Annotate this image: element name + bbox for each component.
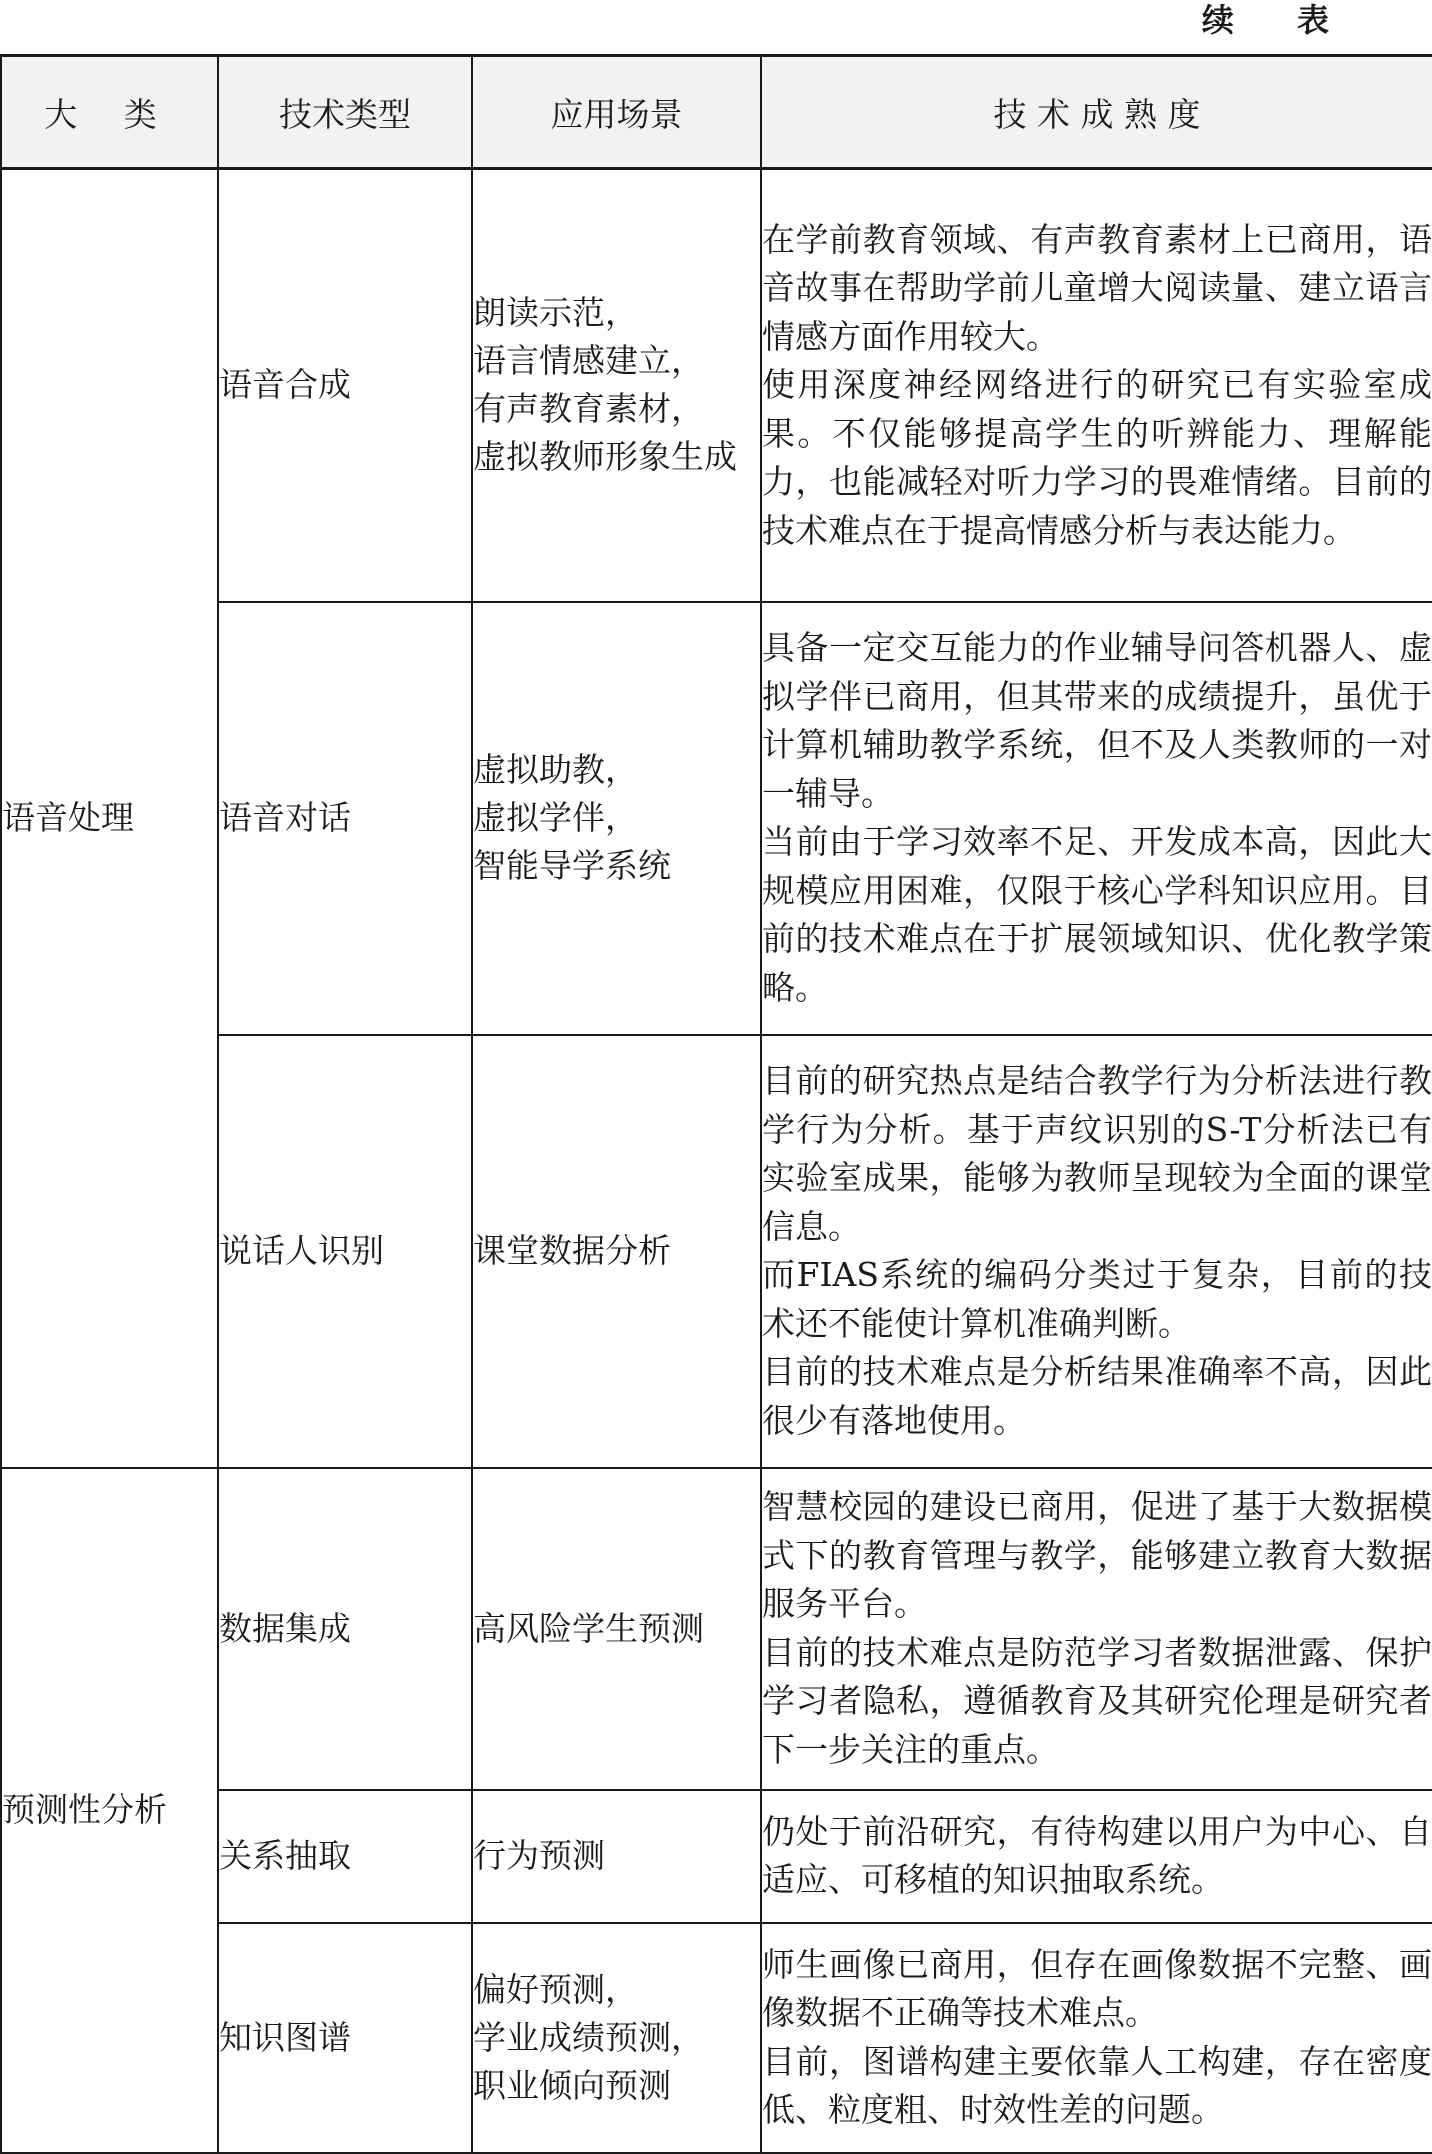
scenario-cell <box>472 1790 761 1923</box>
scenario-line: 朗读示范， <box>473 293 638 333</box>
header-category: 大 类 <box>1 56 218 169</box>
scenario-line: 语言情感建立， <box>473 341 704 381</box>
table-row <box>1 1468 1432 1790</box>
scenario-line: 高风险学生预测 <box>473 1608 704 1648</box>
continuation-label: 续 表 <box>1201 1 1355 39</box>
scenario-line: 虚拟助教， <box>473 750 638 789</box>
table-row <box>1 169 1432 602</box>
maturity-paragraph: 仍处于前沿研究，有待构建以用户为中心、自适应、可移植的知识抽取系统。 <box>762 1811 1432 1899</box>
scenario-line: 课堂数据分析 <box>473 1231 671 1270</box>
maturity-paragraph: 当前由于学习效率不足、开发成本高，因此大规模应用困难，仅限于核心学科知识应用。目前的技术难点在于扩展领域知识、优化教学策略。 <box>762 822 1432 1007</box>
tech-type-cell: 语音合成 <box>218 169 472 602</box>
maturity-paragraph: 目前的技术难点是防范学习者数据泄露、保护学习者隐私，遵循教育及其研究伦理是研究者下一步关注的重点。 <box>762 1632 1432 1769</box>
tech-type-cell: 知识图谱 <box>218 1923 472 2153</box>
technology-table <box>0 54 1432 2154</box>
maturity-paragraph: 智慧校园的建设已商用，促进了基于大数据模式下的教育管理与教学，能够建立教育大数据服务平台。 <box>762 1487 1432 1623</box>
scenario-line: 职业倾向预测 <box>473 2065 671 2105</box>
scenario-cell <box>472 1035 761 1468</box>
header-scenario: 应用场景 <box>472 56 761 169</box>
maturity-paragraph: 使用深度神经网络进行的研究已有实验室成果。不仅能够提高学生的听辨能力、理解能力，也能减轻对听力学习的畏难情绪。目前的技术难点在于提高情感分析与表达能力。 <box>762 365 1432 550</box>
tech-type-cell: 语音对话 <box>218 602 472 1035</box>
maturity-paragraph: 具备一定交互能力的作业辅导问答机器人、虚拟学伴已商用，但其带来的成绩提升，虽优于计算机辅助教学系统，但不及人类教师的一对一辅导。 <box>762 628 1432 813</box>
tech-type-cell: 关系抽取 <box>218 1790 472 1923</box>
scenario-line: 学业成绩预测， <box>473 2017 704 2057</box>
category-cell: 语音处理 <box>1 169 218 1468</box>
category-cell: 预测性分析 <box>1 1468 218 2153</box>
scenario-line: 智能导学系统 <box>473 846 671 885</box>
maturity-cell <box>761 1468 1432 1790</box>
maturity-paragraph: 在学前教育领域、有声教育素材上已商用，语音故事在帮助学前儿童增大阅读量、建立语言情感方面作用较大。 <box>762 219 1432 356</box>
maturity-paragraph: 而FIAS系统的编码分类过于复杂，目前的技术还不能使计算机准确判断。 <box>762 1255 1432 1343</box>
scenario-cell <box>472 1468 761 1790</box>
maturity-cell <box>761 1923 1432 2153</box>
header-maturity: 技 术 成 熟 度 <box>761 56 1432 169</box>
scenario-cell <box>472 602 761 1035</box>
header-tech-type: 技术类型 <box>218 56 472 169</box>
maturity-cell <box>761 1790 1432 1923</box>
tech-type-cell: 说话人识别 <box>218 1035 472 1468</box>
scenario-line: 虚拟教师形象生成 <box>473 437 737 477</box>
scenario-line: 虚拟学伴， <box>473 798 638 837</box>
maturity-paragraph: 目前的研究热点是结合教学行为分析法进行教学行为分析。基于声纹识别的S-T分析法已有实验室成果，能够为教师呈现较为全面的课堂信息。 <box>762 1061 1432 1246</box>
maturity-paragraph: 目前，图谱构建主要依靠人工构建，存在密度低、粒度粗、时效性差的问题。 <box>762 2041 1432 2129</box>
scenario-line: 有声教育素材， <box>473 389 704 429</box>
table-header-row <box>1 56 1432 169</box>
tech-type-cell: 数据集成 <box>218 1468 472 1790</box>
scenario-line: 偏好预测， <box>473 1969 638 2009</box>
maturity-paragraph: 师生画像已商用，但存在画像数据不完整、画像数据不正确等技术难点。 <box>762 1944 1432 2032</box>
scenario-line: 行为预测 <box>473 1836 605 1875</box>
maturity-cell <box>761 602 1432 1035</box>
scenario-cell <box>472 169 761 602</box>
maturity-cell <box>761 1035 1432 1468</box>
maturity-paragraph: 目前的技术难点是分析结果准确率不高，因此很少有落地使用。 <box>762 1352 1432 1440</box>
maturity-cell <box>761 169 1432 602</box>
scenario-cell <box>472 1923 761 2153</box>
